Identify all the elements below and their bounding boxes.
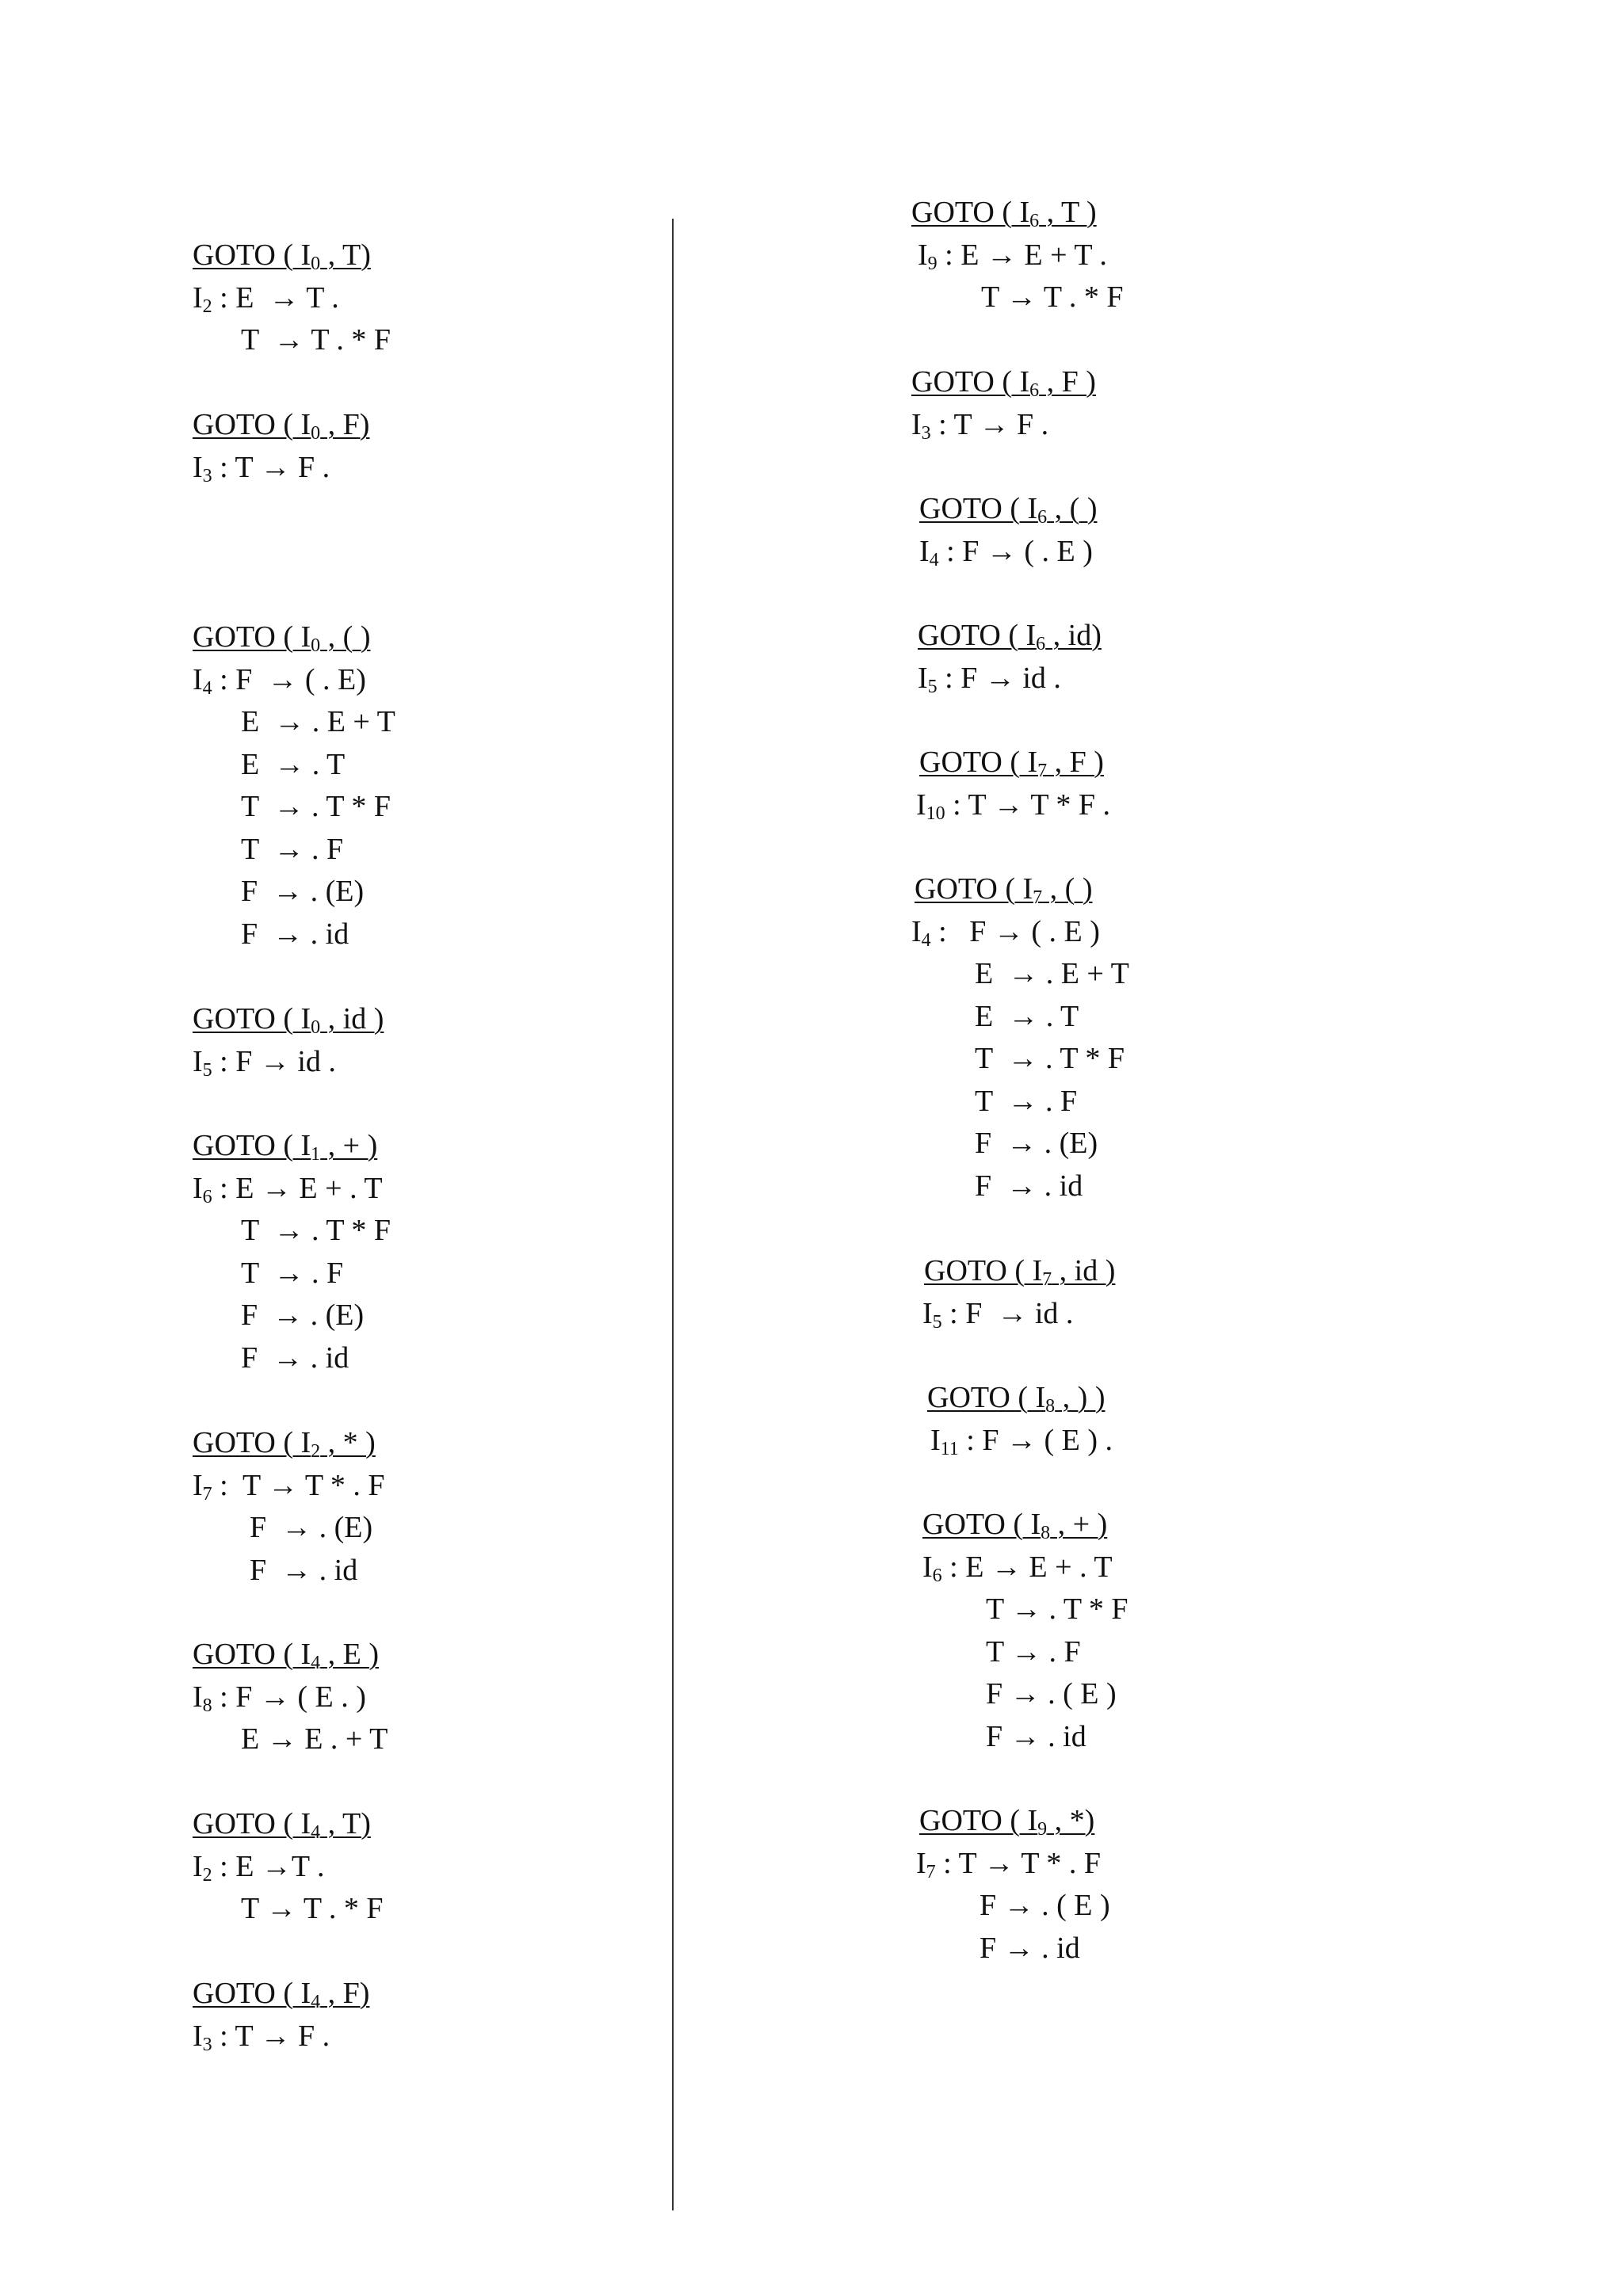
item-production: [241, 786, 391, 828]
state-label: I: [193, 280, 203, 315]
goto-heading: [193, 1803, 371, 1845]
item-set-header: [193, 659, 366, 701]
item-production: [986, 1673, 1117, 1715]
item-production: [975, 1165, 1083, 1207]
production-text: : F → ( E ) .: [958, 1423, 1113, 1457]
state-subscript: 7: [1042, 1269, 1052, 1290]
state-subscript: 5: [932, 1311, 942, 1333]
production-text: T → T . * F: [241, 1892, 384, 1925]
production-text: F → . (E): [975, 1127, 1098, 1160]
production-text: : F → ( . E ): [930, 914, 1100, 948]
goto-heading: [915, 868, 1092, 910]
item-set-header: [193, 1168, 383, 1210]
production-text: F → . id: [241, 1341, 349, 1375]
state-subscript: 5: [202, 1059, 212, 1081]
goto-prefix: GOTO ( I: [193, 1426, 311, 1459]
state-subscript: 4: [929, 549, 939, 570]
state-subscript: 7: [1033, 887, 1043, 908]
item-production: [975, 953, 1129, 995]
production-text: E → . E + T: [975, 957, 1129, 990]
production-text: E → . T: [975, 999, 1079, 1033]
goto-heading: [193, 1422, 376, 1464]
state-subscript: 4: [202, 677, 212, 699]
goto-prefix: GOTO ( I: [193, 1977, 311, 2010]
state-subscript: 6: [1037, 507, 1048, 528]
production-text: F → . (E): [241, 875, 365, 908]
item-production: [250, 1550, 357, 1592]
item-set-header: [922, 1293, 1073, 1335]
goto-heading: [927, 1377, 1105, 1419]
item-set-header: [918, 658, 1061, 700]
item-production: [980, 1928, 1080, 1970]
goto-prefix: GOTO ( I: [193, 1002, 311, 1035]
goto-prefix: GOTO ( I: [911, 196, 1030, 229]
state-label: I: [918, 661, 928, 695]
item-production: [250, 1507, 372, 1549]
item-set-header: [930, 1420, 1113, 1462]
goto-heading: [193, 616, 370, 658]
production-text: : E → E + . T: [212, 1171, 383, 1205]
production-text: : F → ( . E ): [938, 534, 1093, 568]
production-text: T → . T * F: [986, 1592, 1128, 1626]
state-subscript: 0: [311, 1017, 321, 1038]
production-text: : T → T * . F: [212, 1468, 385, 1502]
state-label: I: [193, 1468, 203, 1502]
state-label: I: [193, 1680, 203, 1714]
state-subscript: 3: [202, 465, 212, 486]
state-subscript: 7: [926, 1861, 936, 1882]
state-subscript: 3: [921, 422, 931, 444]
production-text: F → . ( E ): [980, 1889, 1110, 1922]
item-production: [241, 913, 349, 955]
state-label: I: [911, 407, 922, 441]
item-production: [241, 319, 391, 361]
production-text: E → . T: [241, 747, 346, 781]
item-set-header: [193, 1676, 366, 1718]
production-text: : T → F .: [212, 450, 330, 484]
goto-symbol: , F): [320, 1977, 370, 2010]
state-label: I: [193, 2019, 203, 2053]
production-text: : E → T .: [212, 280, 339, 315]
goto-heading: [918, 615, 1102, 657]
item-set-header: [193, 277, 339, 319]
production-text: T → . F: [241, 832, 344, 866]
item-production: [981, 277, 1124, 318]
goto-symbol: , F ): [1047, 746, 1104, 779]
state-subscript: 4: [311, 1822, 321, 1843]
production-text: : T → F .: [212, 2019, 330, 2053]
state-subscript: 1: [311, 1144, 321, 1165]
goto-symbol: , ( ): [1047, 492, 1098, 525]
goto-symbol: , T): [320, 1807, 371, 1840]
goto-symbol: , id): [1045, 619, 1102, 652]
production-text: F → . id: [980, 1931, 1080, 1965]
state-subscript: 0: [311, 635, 321, 656]
production-text: T → . F: [986, 1634, 1081, 1669]
production-text: T → T . * F: [241, 323, 391, 357]
state-label: I: [930, 1423, 941, 1457]
production-text: F → . id: [250, 1553, 358, 1587]
goto-heading: [924, 1250, 1115, 1292]
goto-symbol: , E ): [320, 1638, 380, 1671]
item-set-header: [193, 1846, 324, 1888]
goto-prefix: GOTO ( I: [919, 1804, 1038, 1837]
goto-heading: [193, 404, 369, 446]
state-subscript: 4: [921, 929, 931, 951]
item-production: [241, 1210, 391, 1252]
state-subscript: 8: [202, 1695, 212, 1716]
goto-symbol: , F): [320, 408, 370, 441]
goto-prefix: GOTO ( I: [193, 1638, 311, 1671]
state-subscript: 2: [311, 1441, 321, 1462]
goto-prefix: GOTO ( I: [919, 492, 1038, 525]
goto-heading: [193, 1973, 369, 2015]
production-text: F → . id: [975, 1169, 1083, 1203]
item-production: [241, 1718, 388, 1760]
item-set-header: [911, 911, 1100, 953]
goto-prefix: GOTO ( I: [193, 1807, 311, 1840]
state-subscript: 10: [926, 803, 945, 824]
goto-prefix: GOTO ( I: [193, 620, 311, 654]
state-subscript: 6: [932, 1565, 942, 1586]
production-text: F → . (E): [250, 1511, 373, 1544]
goto-heading: [193, 998, 384, 1040]
production-text: : T → F .: [930, 407, 1049, 441]
item-set-header: [193, 447, 330, 489]
goto-prefix: GOTO ( I: [918, 619, 1037, 652]
item-production: [241, 1888, 384, 1930]
state-label: I: [918, 238, 928, 272]
item-production: [241, 1337, 349, 1379]
state-subscript: 2: [202, 1864, 212, 1886]
goto-heading: [911, 192, 1097, 234]
state-subscript: 6: [1029, 211, 1040, 231]
goto-prefix: GOTO ( I: [924, 1254, 1043, 1287]
item-set-header: [193, 1041, 336, 1083]
state-label: I: [193, 1171, 203, 1205]
goto-prefix: GOTO ( I: [915, 872, 1033, 906]
goto-symbol: , F ): [1039, 365, 1096, 399]
item-production: [986, 1716, 1086, 1758]
production-text: : T → T * F .: [945, 788, 1111, 822]
state-subscript: 0: [311, 254, 321, 274]
production-text: : E → E + T .: [937, 238, 1107, 272]
production-text: E → . E + T: [241, 705, 395, 738]
production-text: T → . F: [241, 1256, 344, 1290]
production-text: F → . id: [241, 917, 349, 951]
item-production: [241, 1295, 364, 1337]
item-production: [975, 1123, 1098, 1165]
goto-heading: [919, 1800, 1094, 1842]
state-subscript: 4: [311, 1992, 321, 2012]
goto-symbol: , *): [1047, 1804, 1095, 1837]
item-production: [241, 829, 343, 871]
production-text: T → T . * F: [981, 280, 1124, 314]
item-set-header: [919, 531, 1093, 573]
goto-prefix: GOTO ( I: [919, 746, 1038, 779]
state-subscript: 7: [202, 1483, 212, 1505]
production-text: : E →T .: [212, 1849, 325, 1883]
production-text: : F → id .: [941, 1296, 1074, 1330]
production-text: : F → ( . E): [212, 662, 366, 696]
goto-symbol: , id ): [320, 1002, 384, 1035]
item-set-header: [922, 1547, 1113, 1589]
goto-symbol: , ) ): [1055, 1381, 1106, 1414]
production-text: F → . (E): [241, 1299, 365, 1332]
goto-symbol: , T): [320, 238, 371, 272]
state-label: I: [193, 450, 203, 484]
production-text: F → . ( E ): [986, 1677, 1117, 1711]
state-subscript: 9: [927, 253, 938, 274]
production-text: : T → T * . F: [935, 1846, 1102, 1880]
item-production: [975, 1081, 1077, 1123]
goto-prefix: GOTO ( I: [193, 238, 311, 272]
state-subscript: 11: [940, 1438, 959, 1459]
state-subscript: 5: [927, 676, 938, 697]
state-label: I: [193, 662, 203, 696]
item-production: [980, 1885, 1110, 1927]
goto-prefix: GOTO ( I: [193, 408, 311, 441]
item-set-header: [193, 1465, 385, 1507]
goto-symbol: , + ): [320, 1129, 378, 1162]
production-text: : F → ( E . ): [212, 1680, 366, 1714]
item-production: [986, 1589, 1128, 1630]
goto-heading: [193, 1125, 377, 1167]
goto-heading: [919, 742, 1104, 784]
item-set-header: [916, 784, 1110, 826]
production-text: : F → id .: [212, 1044, 336, 1078]
item-production: [975, 996, 1079, 1038]
item-production: [986, 1631, 1081, 1673]
goto-heading: [919, 488, 1097, 530]
goto-symbol: , + ): [1050, 1508, 1108, 1541]
goto-heading: [193, 1634, 379, 1676]
goto-symbol: , T ): [1039, 196, 1097, 229]
item-production: [975, 1038, 1125, 1080]
item-production: [241, 744, 345, 786]
state-subscript: 2: [202, 296, 212, 317]
item-production: [241, 1253, 343, 1295]
goto-prefix: GOTO ( I: [922, 1508, 1041, 1541]
goto-heading: [193, 235, 371, 277]
production-text: T → . T * F: [241, 790, 391, 823]
state-subscript: 0: [311, 423, 321, 444]
item-set-header: [918, 235, 1107, 277]
item-production: [241, 871, 364, 913]
state-label: I: [193, 1849, 203, 1883]
state-subscript: 8: [1045, 1396, 1056, 1417]
production-text: T → . T * F: [975, 1042, 1125, 1075]
goto-prefix: GOTO ( I: [911, 365, 1030, 399]
state-subscript: 4: [311, 1653, 321, 1673]
state-subscript: 6: [1029, 380, 1040, 401]
production-text: E → E . + T: [241, 1722, 388, 1756]
state-subscript: 7: [1037, 761, 1048, 781]
production-text: : F → id .: [937, 661, 1061, 695]
column-divider: [672, 219, 674, 2210]
state-label: I: [922, 1550, 933, 1584]
goto-symbol: , id ): [1052, 1254, 1116, 1287]
state-subscript: 6: [202, 1186, 212, 1207]
goto-prefix: GOTO ( I: [927, 1381, 1046, 1414]
state-subscript: 6: [1036, 634, 1046, 654]
production-text: : E → E + . T: [941, 1550, 1113, 1584]
state-label: I: [911, 914, 922, 948]
item-set-header: [193, 2016, 330, 2058]
state-subscript: 3: [202, 2034, 212, 2055]
state-subscript: 9: [1037, 1819, 1048, 1840]
state-label: I: [193, 1044, 203, 1078]
goto-heading: [911, 361, 1096, 403]
goto-heading: [922, 1504, 1107, 1546]
goto-symbol: , ( ): [320, 620, 371, 654]
state-label: I: [916, 1846, 926, 1880]
item-production: [241, 701, 395, 743]
state-label: I: [922, 1296, 933, 1330]
state-label: I: [919, 534, 930, 568]
state-subscript: 8: [1041, 1523, 1051, 1543]
production-text: T → . F: [975, 1084, 1078, 1118]
goto-symbol: , ( ): [1042, 872, 1093, 906]
item-set-header: [911, 404, 1048, 446]
goto-symbol: , * ): [320, 1426, 376, 1459]
production-text: F → . id: [986, 1719, 1086, 1753]
state-label: I: [916, 788, 926, 822]
goto-prefix: GOTO ( I: [193, 1129, 311, 1162]
production-text: T → . T * F: [241, 1214, 391, 1247]
item-set-header: [916, 1843, 1101, 1885]
